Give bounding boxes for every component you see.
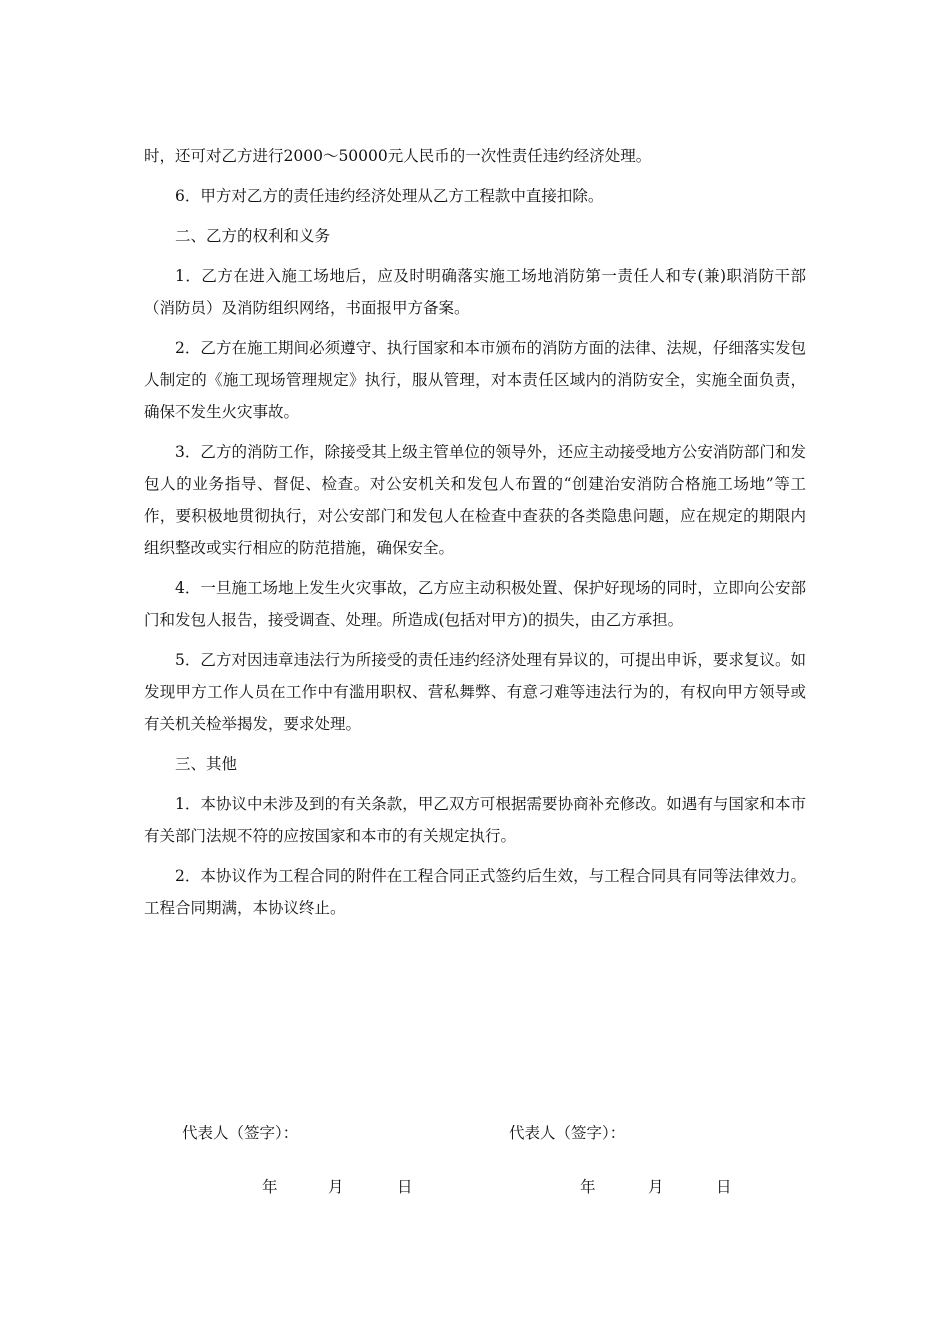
date-year-left: 年: [262, 1178, 278, 1196]
date-day-left: 日: [397, 1178, 413, 1196]
section-heading-other: 三、其他: [175, 755, 238, 773]
paragraph-party-b-clause-4: 4．一旦施工场地上发生火灾事故，乙方应主动积极处置、保护好现场的同时，立即向公安部门和发包人报告，接受调查、处理。所造成(包括对甲方)的损失，由乙方承担。: [144, 579, 806, 629]
document-body: [144, 140, 806, 924]
section-heading-party-b-rights: 二、乙方的权利和义务: [175, 227, 331, 245]
paragraph-party-b-clause-2: 2．乙方在施工期间必须遵守、执行国家和本市颁布的消防方面的法律、法规，仔细落实发包人制定的《施工现场管理规定》执行，服从管理，对本责任区域内的消防安全，实施全面负责，确保不发生火灾事故。: [144, 339, 806, 421]
paragraph-party-b-clause-1: 1．乙方在进入施工场地后，应及时明确落实施工场地消防第一责任人和专(兼)职消防干部（消防员）及消防组织网络，书面报甲方备案。: [144, 267, 806, 317]
paragraph-continuation: 时，还可对乙方进行2000～50000元人民币的一次性责任违约经济处理。: [144, 147, 652, 165]
paragraph-clause-6: 6．甲方对乙方的责任违约经济处理从乙方工程款中直接扣除。: [175, 187, 604, 205]
date-month-right: 月: [648, 1178, 664, 1196]
signature-label-left: 代表人（签字）：: [182, 1124, 299, 1142]
date-day-right: 日: [716, 1178, 732, 1196]
signature-label-right: 代表人（签字）：: [509, 1124, 626, 1142]
paragraph-party-b-clause-3: 3．乙方的消防工作，除接受其上级主管单位的领导外，还应主动接受地方公安消防部门和发包人的业务指导、督促、检查。对公安机关和发包人布置的“创建治安消防合格施工场地”等工作，要积极地贯彻执行，对公安部门和发包人在检查中查获的各类隐患问题，应在规定的期限内组织整改或实行相应的防范措施，确保安全。: [144, 443, 806, 557]
date-month-left: 月: [328, 1178, 344, 1196]
paragraph-other-clause-1: 1．本协议中未涉及到的有关条款，甲乙双方可根据需要协商补充修改。如遇有与国家和本市有关部门法规不符的应按国家和本市的有关规定执行。: [144, 795, 806, 845]
paragraph-party-b-clause-5: 5．乙方对因违章违法行为所接受的责任违约经济处理有异议的，可提出申诉，要求复议。如发现甲方工作人员在工作中有滥用职权、营私舞弊、有意刁难等违法行为的，有权向甲方领导或有关机关检举揭发，要求处理。: [144, 651, 806, 733]
paragraph-other-clause-2: 2．本协议作为工程合同的附件在工程合同正式签约后生效，与工程合同具有同等法律效力。工程合同期满，本协议终止。: [144, 867, 806, 917]
date-year-right: 年: [580, 1178, 596, 1196]
